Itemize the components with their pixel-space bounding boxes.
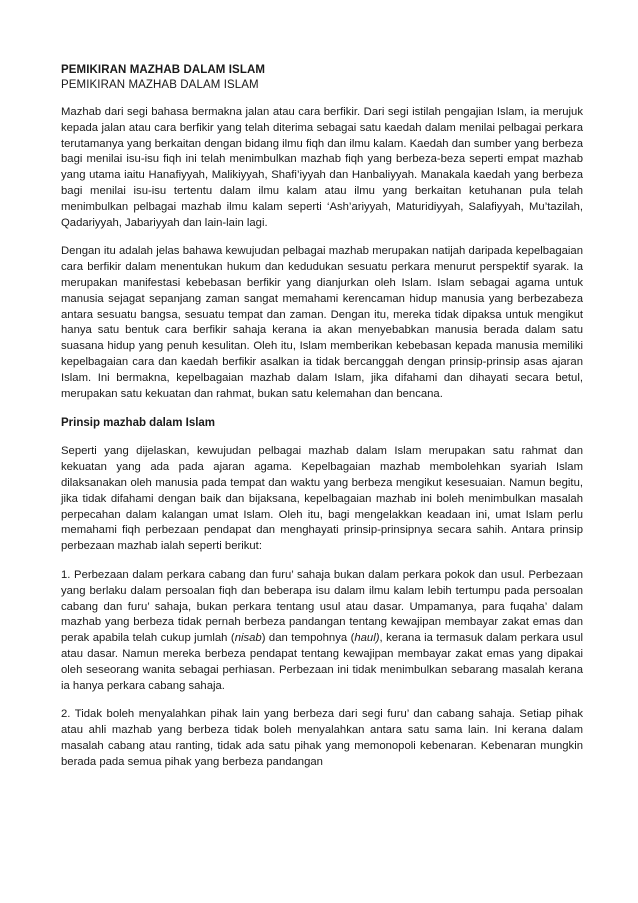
paragraph-intro-1: Mazhab dari segi bahasa bermakna jalan atau cara berfikir. Dari segi istilah pengajian Islam, ia merujuk kepada jalan atau cara berfikir yang telah diterima sebagai satu kaedah dalam menilai pelbagai perkara terutamanya yang berkaitan dengan bidang ilmu fiqh dan ilmu kalam. Kaedah dan sumber yang berbeza bagi menilai isu-isu fiqh ini telah menimbulkan mazhab fiqh yang berbeza-beza seperti empat mazhab yang utama iaitu Hanafiyyah, Malikiyyah, Shafi’iyyah dan Hanbaliyyah. Manakala kaedah yang berbeza bagi menilai isu-isu tertentu dalam ilmu kalam atau ilmu yang berkaitan ketuhanan pula telah menimbulkan pelbagai mazhab ilmu kalam seperti ‘Ash’ariyyah, Maturidiyyah, Salafiyyah, Mu’tazilah, Qadariyyah, Jabariyyah dan lain-lain lagi. (61, 106, 583, 229)
paragraph-intro-2: Dengan itu adalah jelas bahawa kewujudan pelbagai mazhab merupakan natijah daripada kepelbagaian cara berfikir dalam menentukan hukum dan kedudukan sesuatu perkara menurut perspektif syarak. Ia merupakan manifestasi kebebasan berfikir yang dianjurkan oleh Islam. Islam sebagai agama untuk manusia sejagat sepanjang zaman sangat memahami kerencaman hidup manusia yang berbezabeza antara sesuatu bangsa, sesuatu tempat dan zaman. Dengan itu, mereka tidak dipaksa untuk mengikut hanya satu bentuk cara berfikir sahaja kerana ia akan menyebabkan manusia berada dalam satu suasana hidup yang penuh kesulitan. Oleh itu, Islam memberikan kebebasan kepada manusia memiliki kepelbagaian cara dan kaedah berfikir asalkan ia tidak bercanggah dengan prinsip-prinsip asas ajaran Islam. Ini bermakna, kepelbagaian mazhab dalam Islam, jika difahami dan dihayati secara betul, merupakan satu kekuatan dan rahmat, bukan satu kelemahan dan bencana. (61, 245, 583, 400)
section-heading: Prinsip mazhab dalam Islam (61, 417, 216, 430)
point-1-text-a: 1. Perbezaan dalam perkara cabang dan furu’ sahaja bukan dalam perkara pokok dan usul. Perbezaan yang berlaku dalam persoalan fiqh dan beberapa isu dalam ilmu kalam lebih tertumpu pada persoalan cabang dan furu’ sahaja, bukan perkara tentang usul atau dasar. Umpamanya, para fuqaha’ dalam mazhab yang berbeza tidak pernah berbeza pandangan tentang kewajipan membayar zakat emas dan perak apabila telah cukup jumlah ( (61, 568, 583, 645)
document-subtitle: PEMIKIRAN MAZHAB DALAM ISLAM (61, 79, 259, 91)
point-1-haul: haul) (354, 632, 380, 645)
point-1-text-b: ) dan tempohnya ( (261, 632, 355, 645)
document-title: PEMIKIRAN MAZHAB DALAM ISLAM (61, 64, 266, 76)
point-2-paragraph: 2. Tidak boleh menyalahkan pihak lain yang berbeza dari segi furu’ dan cabang sahaja. Setiap pihak atau ahli mazhab yang berbeza tidak boleh menyalahkan antara satu sama lain. Ini kerana dalam masalah cabang atau ranting, tidak ada satu pihak yang memonopoli kebenaran. Kebenaran mungkin berada pada semua pihak yang berbeza pandangan (61, 708, 583, 768)
point-1-text-c: , kerana ia termasuk dalam perkara usul atau dasar. Namun mereka berbeza pendapat tentang kewajipan membayar zakat emas yang dipakai oleh seseorang wanita sebagai perhiasan. Perbezaan ini tidak menimbulkan sebarang masalah kerana ia hanya perkara cabang sahaja. (61, 632, 583, 692)
point-1-paragraph (61, 568, 583, 694)
paragraph-section-1: Seperti yang dijelaskan, kewujudan pelbagai mazhab dalam Islam merupakan satu rahmat dan kekuatan yang ada pada ajaran agama. Kepelbagaian mazhab membolehkan syariah Islam dilaksanakan oleh manusia pada tempat dan waktu yang berbeza mengikut kesesuaian. Namun begitu, jika tidak difahami dengan baik dan bijaksana, kepelbagaian mazhab ini boleh menimbulkan masalah perpecahan dalam kalangan umat Islam. Oleh itu, bagi mengelakkan keadaan ini, umat Islam perlu memahami fiqh perbezaan pendapat dan menghayati prinsip-prinsipnya secara sahih. Antara prinsip perbezaan mazhab ialah seperti berikut: (61, 445, 583, 553)
point-1-nisab: nisab (234, 632, 262, 645)
